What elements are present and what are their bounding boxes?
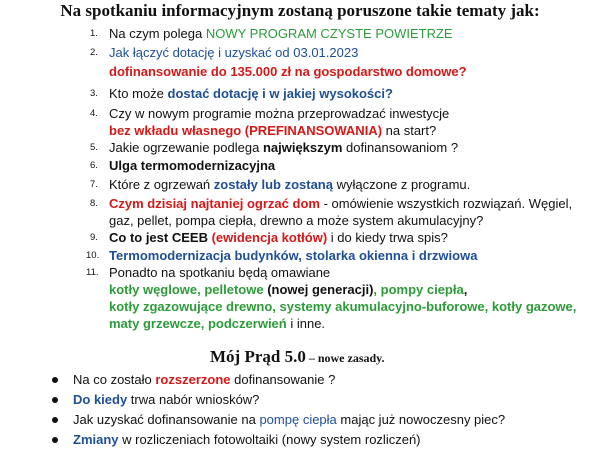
list-item-10: Termomodernizacja budynków, stolarka okienna i drzwiowa: [109, 248, 478, 263]
list-item-1: [109, 25, 453, 42]
item-highlight: pompę ciepła: [259, 412, 337, 427]
item-text: Które z ogrzewań: [109, 177, 214, 192]
list-item-8: [109, 195, 572, 212]
item-text: trwa nabór wniosków?: [127, 392, 260, 407]
bullet-icon: [52, 417, 58, 423]
program-name: NOWY PROGRAM CZYSTE POWIETRZE: [205, 26, 453, 41]
item-text: i do kiedy trwa spis?: [327, 230, 448, 245]
bullet-item-1: [73, 371, 335, 388]
item-text: Kto może: [109, 86, 168, 101]
item-number: 2.: [90, 47, 98, 58]
heating-types: pompy ciepła: [380, 282, 464, 297]
item-text: ,: [463, 282, 468, 297]
list-item-4-line-2: [109, 122, 436, 139]
list-item-9: [109, 229, 448, 246]
item-text: wyłączone z programu.: [332, 177, 471, 192]
item-text: Jak uzyskać dofinansowanie na: [73, 412, 260, 427]
item-highlight-red: (ewidencja kotłów): [211, 230, 328, 245]
item-text: dofinansowanie ?: [230, 372, 336, 387]
list-item-5: [109, 139, 458, 156]
item-text: mając już nowoczesny piec?: [336, 412, 506, 427]
item-number: 1.: [90, 28, 98, 39]
bullet-icon: [52, 437, 58, 443]
list-item-8-line-2: gaz, pellet, pompa ciepła, drewno a może system akumulacyjny?: [109, 213, 484, 228]
item-text: i inne.: [286, 316, 326, 331]
page-heading: Na spotkaniu informacyjnym zostaną poruszone takie tematy jak:: [60, 1, 540, 20]
item-text: Jakie ogrzewanie podlega: [109, 140, 263, 155]
item-text: - omówienie wszystkich rozwiązań. Węgiel,: [319, 196, 573, 211]
item-number: 4.: [90, 108, 98, 119]
list-item-2: Jak łączyć dotację i uzyskać od 03.01.2023: [109, 45, 359, 60]
bullet-icon: [52, 397, 58, 403]
item-text: na start?: [382, 123, 437, 138]
heating-types: maty grzewcze, podczerwień: [109, 316, 287, 331]
item-number: 3.: [90, 88, 98, 99]
list-item-11-line-2: [109, 281, 467, 298]
bullet-icon: [52, 377, 58, 383]
subheading-rest: – nowe zasady.: [305, 351, 385, 365]
list-item-4: Czy w nowym programie można przeprowadzać inwestycje: [109, 106, 450, 121]
bullet-item-2: [73, 391, 259, 408]
item-highlight: Czym dzisiaj najtaniej ogrzać dom: [109, 196, 320, 211]
item-highlight: dostać dotację i w jakiej wysokości?: [167, 86, 393, 101]
subheading-main: Mój Prąd 5.0: [210, 347, 306, 366]
item-number: 7.: [90, 179, 98, 190]
item-highlight: (nowej generacji): [263, 282, 374, 297]
item-highlight: największym: [262, 140, 343, 155]
list-item-2-line-2: dofinansowanie do 135.000 zł na gospodarstwo domowe?: [109, 64, 467, 79]
item-highlight: rozszerzone: [155, 372, 231, 387]
item-text: dofinansowaniom ?: [342, 140, 459, 155]
item-highlight: bez wkładu własnego (PREFINANSOWANIA): [109, 123, 383, 138]
item-number: 5.: [90, 142, 98, 153]
item-number: 9.: [90, 232, 98, 243]
list-item-11-line-4: [109, 315, 325, 332]
item-highlight: Do kiedy: [73, 392, 128, 407]
item-number: 10.: [86, 250, 100, 261]
item-highlight: Co to jest CEEB: [109, 230, 212, 245]
list-item-7: [109, 176, 470, 193]
bullet-item-4: [73, 431, 421, 448]
bullet-item-3: [73, 411, 505, 428]
heating-types: kotły węglowe, pelletowe: [109, 282, 264, 297]
list-item-3: [109, 85, 393, 102]
heating-types: ,: [373, 282, 381, 297]
item-text: Na co zostało: [73, 372, 156, 387]
item-number: 8.: [90, 198, 98, 209]
item-text: Na czym polega: [109, 26, 206, 41]
list-item-6: Ulga termomodernizacyjna: [109, 158, 276, 173]
item-text: w rozliczeniach fotowoltaiki (nowy system rozliczeń): [118, 432, 421, 447]
item-number: 11.: [86, 267, 99, 278]
list-item-11-line-3: kotły zgazowujące drewno, systemy akumulacyjno-buforowe, kotły gazowe,: [109, 299, 577, 314]
item-highlight: zostały lub zostaną: [213, 177, 333, 192]
item-number: 6.: [90, 160, 98, 171]
item-highlight: Zmiany: [73, 432, 119, 447]
list-item-11: Ponadto na spotkaniu będą omawiane: [109, 265, 331, 280]
subheading: [210, 347, 385, 368]
